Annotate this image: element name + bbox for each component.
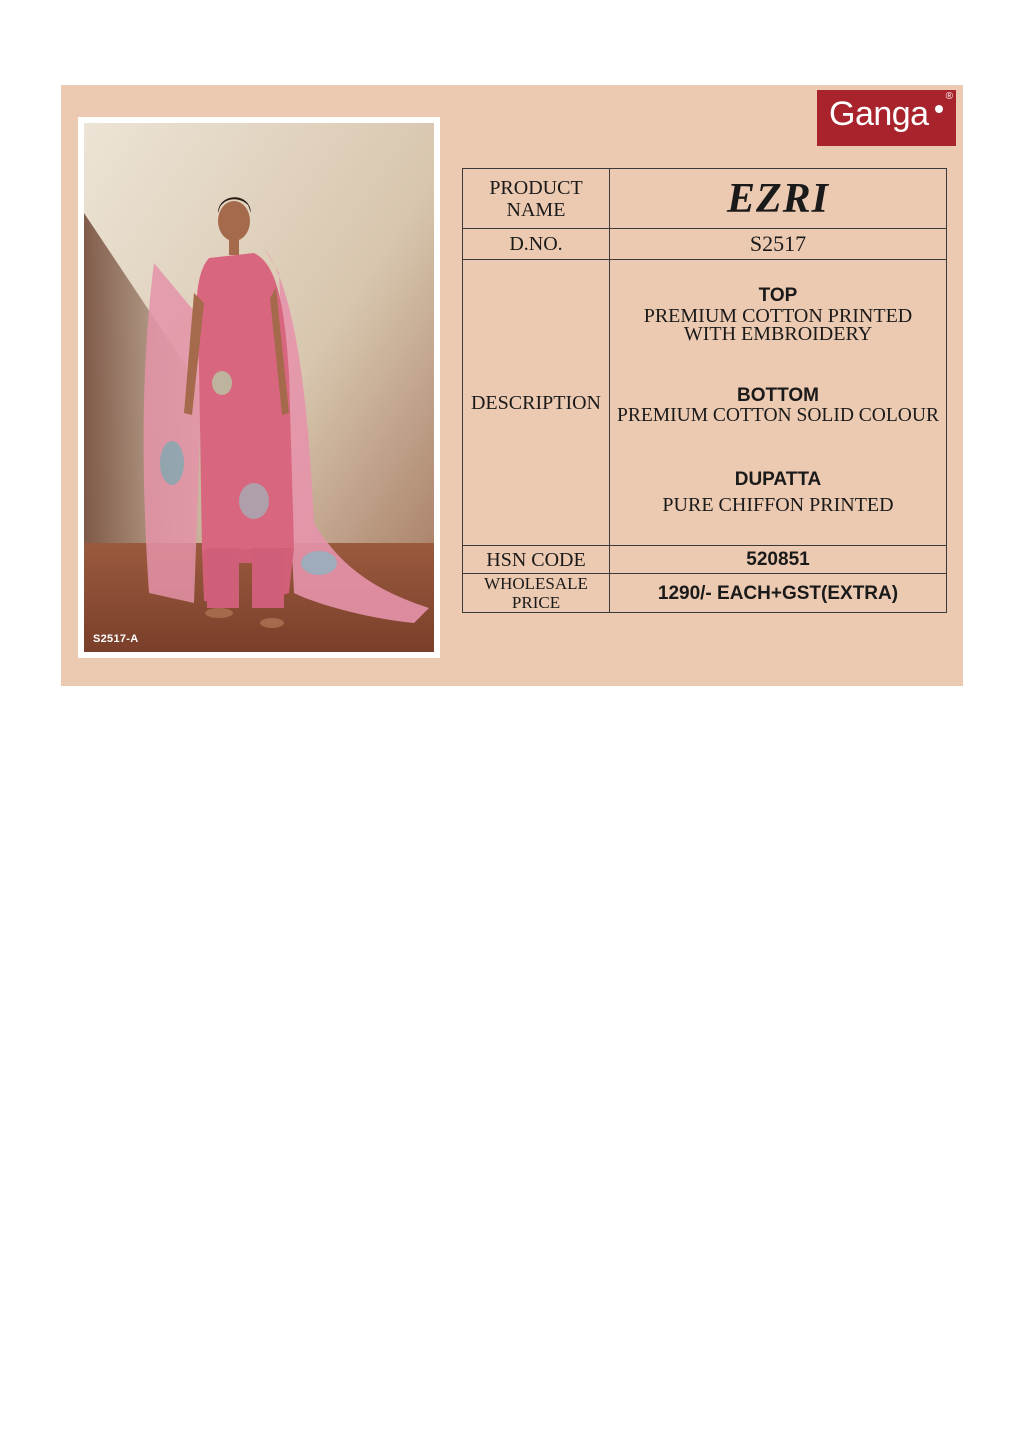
product-spec-table — [462, 168, 947, 613]
design-number-label: D.NO. — [463, 229, 610, 260]
brand-logo — [817, 90, 956, 146]
registered-mark: ® — [945, 91, 953, 102]
design-number: S2517 — [610, 229, 947, 260]
hsn-code: 520851 — [746, 549, 810, 570]
product-name: EZRI — [726, 175, 830, 222]
logo-flower-icon — [935, 105, 943, 113]
description-cell — [610, 260, 947, 546]
description-label: DESCRIPTION — [463, 260, 610, 546]
wholesale-price-label: WHOLESALE PRICE — [463, 574, 610, 613]
brand-name: Ganga — [829, 95, 929, 133]
dupatta-description: PURE CHIFFON PRINTED — [662, 494, 894, 516]
bottom-description: PREMIUM COTTON SOLID COLOUR — [617, 405, 939, 426]
catalog-card — [61, 85, 963, 686]
table-row — [463, 546, 947, 574]
product-photo — [84, 123, 434, 652]
top-heading: TOP — [758, 285, 798, 306]
hsn-code-label: HSN CODE — [463, 546, 610, 574]
table-row — [463, 169, 947, 229]
model-illustration — [84, 123, 434, 652]
table-row — [463, 229, 947, 260]
table-row — [463, 574, 947, 613]
top-description: PREMIUM COTTON PRINTED WITH EMBROIDERY — [643, 305, 913, 345]
bottom-heading: BOTTOM — [737, 385, 819, 406]
dupatta-heading: DUPATTA — [734, 469, 822, 490]
product-name-label: PRODUCT NAME — [463, 169, 610, 229]
wholesale-price: 1290/- EACH+GST(EXTRA) — [657, 582, 899, 604]
table-row — [463, 260, 947, 546]
photo-design-code: S2517-A — [93, 633, 139, 645]
product-photo-frame — [78, 117, 440, 658]
